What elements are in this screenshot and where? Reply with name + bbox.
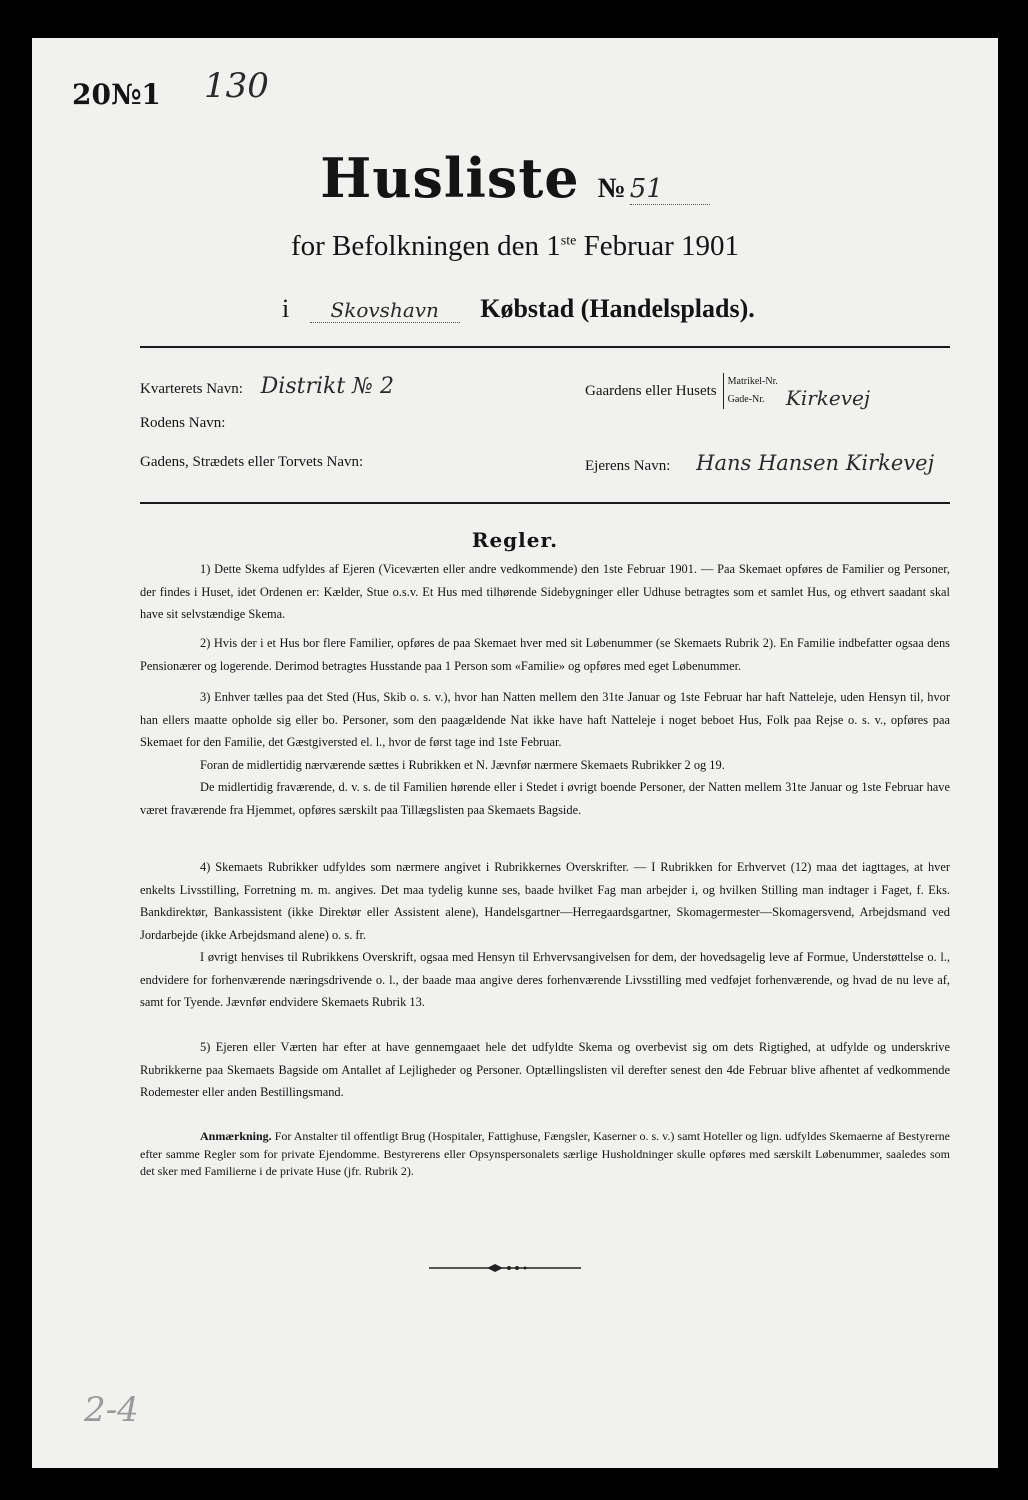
rode-label: Rodens Navn:: [140, 415, 226, 431]
rule-3-text: 3) Enhver tælles paa det Sted (Hus, Skib o. s. v.), hvor han Natten mellem den 31te Januar og 1ste Februar har haft Natteleje, uden Hensyn til, hvor han ellers maatte opholde sig eller bo. Personer, som den paagældende Nat ikke have haft Natteleje i noget beboet Hus, Folk paa Rejse o. s. v., opføres paa Skemaet for den Familie, det Gæstgiversted el. l., hvor de først tage ind 1ste Februar.: [140, 690, 950, 749]
town-suffix: Købstad (Handelsplads).: [480, 294, 755, 323]
subtitle-suffix: Februar 1901: [583, 230, 740, 262]
rule-1: [140, 558, 950, 626]
rule-3b-text: Foran de midlertidig nærværende sættes i Rubrikken et N. Jævnfør nærmere Skemaets Rubrikker 2 og 19.: [200, 757, 725, 772]
rule-3: [140, 686, 950, 821]
handwritten-page-number: 130: [204, 66, 269, 106]
ejer-value: Hans Hansen Kirkevej: [696, 451, 935, 475]
archive-stamp: 20№1: [72, 78, 161, 111]
ejer-label: Ejerens Navn:: [585, 458, 671, 474]
title-text: Husliste: [320, 146, 580, 210]
subtitle: [32, 230, 998, 263]
rule-4-text: 4) Skemaets Rubrikker udfyldes som nærmere angivet i Rubrikkernes Overskrifter. — I Rubrikken for Erhvervet (12) maa det iagttages, at hver enkelts Livsstilling, Forretning m. m. angives. Det maa tydelig kunne ses, baade hvilket Fag man arbejder i, og hvilken Stilling man indtager i Faget, f. Eks. Bankdirektør, Bankassistent (ikke Direktør eller Assistent alene), Handelsgartner—Herregaardsgartner, Skomagermester—Skomagersvend, Arbejdsmand ved Jordarbejde (ikke Arbejdsmand alene) o. s. fr.: [140, 860, 950, 942]
divider-top: [140, 346, 950, 348]
census-form-sheet: [32, 38, 998, 1468]
gade-nr-label: Gade-Nr.: [727, 394, 765, 405]
ornament-divider: [425, 1258, 585, 1278]
rule-4b-text: I øvrigt henvises til Rubrikkens Overskrift, ogsaa med Hensyn til Erhvervsangivelsen for dem, der hovedsagelig leve af Formue, Understøttelse o. l., endvidere for forhenværende næringsdrivende o. l., der baade maa angive deres forhenværende Livsstilling med vedføjet forhenværende, og hvad de nu leve af, samt for Tyende. Jævnfør endvidere Skemaets Rubrik 13.: [140, 950, 950, 1009]
gaard-field: [585, 372, 870, 410]
page-title: [32, 146, 998, 210]
gade-navn-label: Gadens, Strædets eller Torvets Navn:: [140, 454, 364, 470]
list-number: 51: [630, 174, 710, 205]
faint-handwritten-note: 2-4: [84, 1390, 139, 1430]
note-label: Anmærkning.: [200, 1129, 272, 1143]
rule-5-text: 5) Ejeren eller Værten har efter at have gennemgaaet hele det udfyldte Skema og overbevist sig om dets Rigtighed, at udfylde og underskrive Rubrikkerne paa Skemaets Bagside om Antallet af Lejligheder og Personer. Optællingslisten vil derefter senest den 4de Februar blive afhentet af vedkommende Rodemester eller anden Bestillingsmand.: [140, 1040, 950, 1099]
subtitle-prefix: for Befolkningen den 1: [290, 230, 561, 262]
kvarter-value: Distrikt № 2: [260, 374, 394, 399]
gaard-label: Gaardens eller Husets: [585, 382, 717, 399]
gaard-sublabels: [723, 373, 778, 409]
number-label: №: [597, 173, 626, 204]
subtitle-sup: ste: [560, 233, 577, 249]
town-line: [282, 294, 755, 324]
rule-2-text: 2) Hvis der i et Hus bor flere Familier, opføres de paa Skemaet hver med sit Løbenummer (se Skemaets Rubrik 2). En Familie indbefatter ogsaa dens Pensionærer og logerende. Derimod betragtes Husstande paa 1 Person som «Familie» og opføres med eget Løbenummer.: [140, 636, 950, 673]
rules-heading: Regler.: [471, 528, 559, 552]
ejer-field: [585, 451, 934, 475]
gade-nr-value: Kirkevej: [785, 386, 871, 410]
rule-3c-text: De midlertidig fraværende, d. v. s. de til Familien hørende eller i Stedet i øvrigt boende Personer, der Natten mellem 31te Januar og 1ste Februar have været fraværende fra Hjemmet, opføres særskilt paa Tillægslisten paa Skemaets Bagside.: [140, 780, 950, 817]
kvarter-label: Kvarterets Navn:: [140, 381, 243, 397]
town-prefix: i: [282, 294, 290, 323]
rule-1-text: 1) Dette Skema udfyldes af Ejeren (Viceværten eller andre vedkommende) den 1ste Februar 1901. — Paa Skemaet opføres de Familier og Personer, der findes i Huset, idet Ordenen er: Kælder, Stue o.s.v. Et Hus med tilhørende Sidebygninger eller Udhuse betragtes som et samlet Hus, og ethvert saadant skal have sit selvstændige Skema.: [140, 562, 950, 621]
matrikel-label: Matrikel-Nr.: [727, 376, 778, 387]
town-name: Skovshavn: [310, 298, 460, 323]
rule-2: [140, 632, 950, 677]
kvarter-field: [140, 374, 394, 399]
note-text: For Anstalter til offentligt Brug (Hospitaler, Fattighuse, Fængsler, Kaserner o. s. v.) samt Hoteller og lign. udfyldes Skemaerne af Bestyrerne efter samme Regler som for private Ejendomme. Bestyrerens eller Opsynspersonalets særlige Husholdninger skulle opføres med særskilt Løbenummer, saaledes som det sker med Familierne i de private Huse (jfr. Rubrik 2).: [140, 1129, 951, 1178]
rule-4: [140, 856, 950, 1014]
divider-bottom: [140, 502, 950, 504]
rule-5: [140, 1036, 950, 1104]
note: [140, 1128, 950, 1181]
